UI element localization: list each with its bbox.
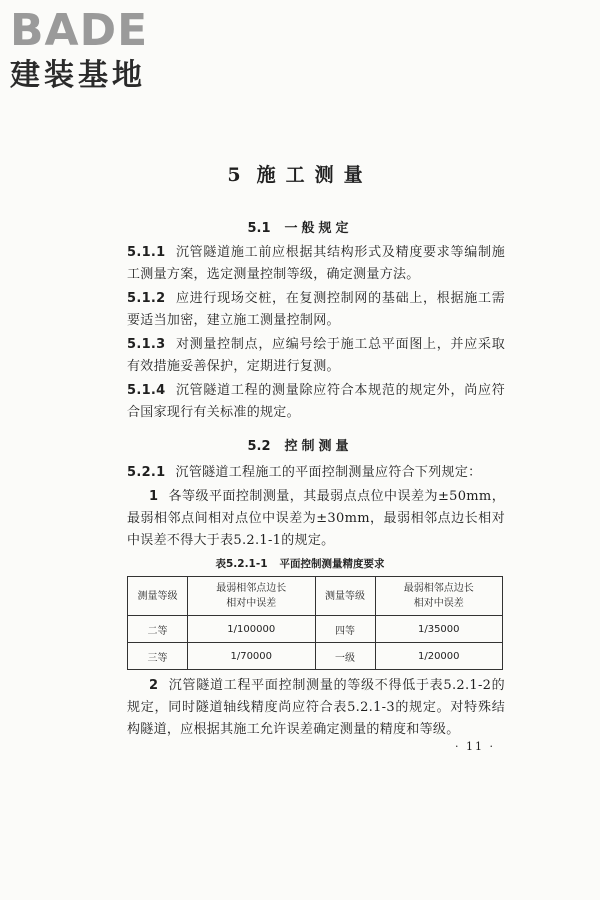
section-title: 控制测量 — [284, 439, 353, 454]
table-cell: 二等 — [128, 616, 188, 643]
section-heading-5-1 — [0, 217, 600, 236]
table-cell: 1/20000 — [375, 643, 503, 670]
section-title: 一般规定 — [284, 221, 353, 236]
item-number: 2 — [149, 678, 159, 693]
chapter-number: 5 — [227, 164, 243, 186]
section-number: 5.1 — [247, 221, 271, 236]
clause-text: 沉管隧道工程的测量除应符合本规范的规定外，尚应符合国家现行有关标准的规定。 — [127, 383, 505, 420]
table-cell: 四等 — [315, 616, 375, 643]
table-caption-number: 表5.2.1-1 — [215, 558, 268, 570]
clause-5-1-4 — [127, 380, 505, 424]
item-text: 沉管隧道工程平面控制测量的等级不得低于表5.2.1-2的规定，同时隧道轴线精度尚应符合表5.2.1-3的规定。对特殊结构隧道，应根据其施工允许误差确定测量的精度和等级。 — [127, 678, 505, 737]
accuracy-table — [127, 576, 503, 670]
item-text: 各等级平面控制测量，其最弱点点位中误差为±50mm，最弱相邻点间相对点位中误差为±30mm，最弱相邻点边长相对中误差不得大于表5.2.1-1的规定。 — [127, 489, 505, 548]
clause-text: 应进行现场交桩，在复测控制网的基础上，根据施工需要适当加密，建立施工测量控制网。 — [127, 291, 505, 328]
clause-text: 沉管隧道施工前应根据其结构形式及精度要求等编制施工测量方案，选定测量控制等级，确定测量方法。 — [127, 245, 505, 282]
table-header-row — [128, 577, 503, 616]
clause-number: 5.1.2 — [127, 291, 166, 306]
item-2 — [127, 675, 505, 741]
logo-brand: BADE — [10, 5, 149, 56]
clause-number: 5.1.3 — [127, 337, 166, 352]
table-caption-title: 平面控制测量精度要求 — [279, 558, 385, 570]
section-number: 5.2 — [247, 439, 271, 454]
clause-number: 5.1.4 — [127, 383, 166, 398]
table-cell: 1/35000 — [375, 616, 503, 643]
item-1 — [127, 486, 505, 552]
table-caption — [0, 556, 600, 571]
clause-number: 5.2.1 — [127, 465, 166, 480]
table-cell: 一级 — [315, 643, 375, 670]
publisher-logo — [10, 6, 185, 96]
page-number: · 11 · — [455, 740, 495, 753]
clause-text: 对测量控制点，应编号绘于施工总平面图上，并应采取有效措施妥善保护，定期进行复测。 — [127, 337, 505, 374]
header-cell: 最弱相邻点边长 相对中误差 — [188, 577, 316, 616]
clause-text: 沉管隧道工程施工的平面控制测量应符合下列规定： — [175, 465, 482, 480]
item-number: 1 — [149, 489, 159, 504]
table-cell: 1/70000 — [188, 643, 316, 670]
table-cell: 1/100000 — [188, 616, 316, 643]
header-cell: 测量等级 — [315, 577, 375, 616]
clause-5-1-3 — [127, 334, 505, 378]
table-cell: 三等 — [128, 643, 188, 670]
clause-number: 5.1.1 — [127, 245, 166, 260]
header-cell: 测量等级 — [128, 577, 188, 616]
clause-5-1-1 — [127, 242, 505, 286]
logo-subtitle: 建装基地 — [10, 58, 146, 93]
header-cell: 最弱相邻点边长 相对中误差 — [375, 577, 503, 616]
chapter-title-text: 施工测量 — [256, 164, 373, 186]
chapter-title — [0, 160, 600, 187]
section-heading-5-2 — [0, 435, 600, 454]
clause-5-1-2 — [127, 288, 505, 332]
table-row — [128, 643, 503, 670]
clause-5-2-1 — [127, 462, 505, 484]
table-row — [128, 616, 503, 643]
